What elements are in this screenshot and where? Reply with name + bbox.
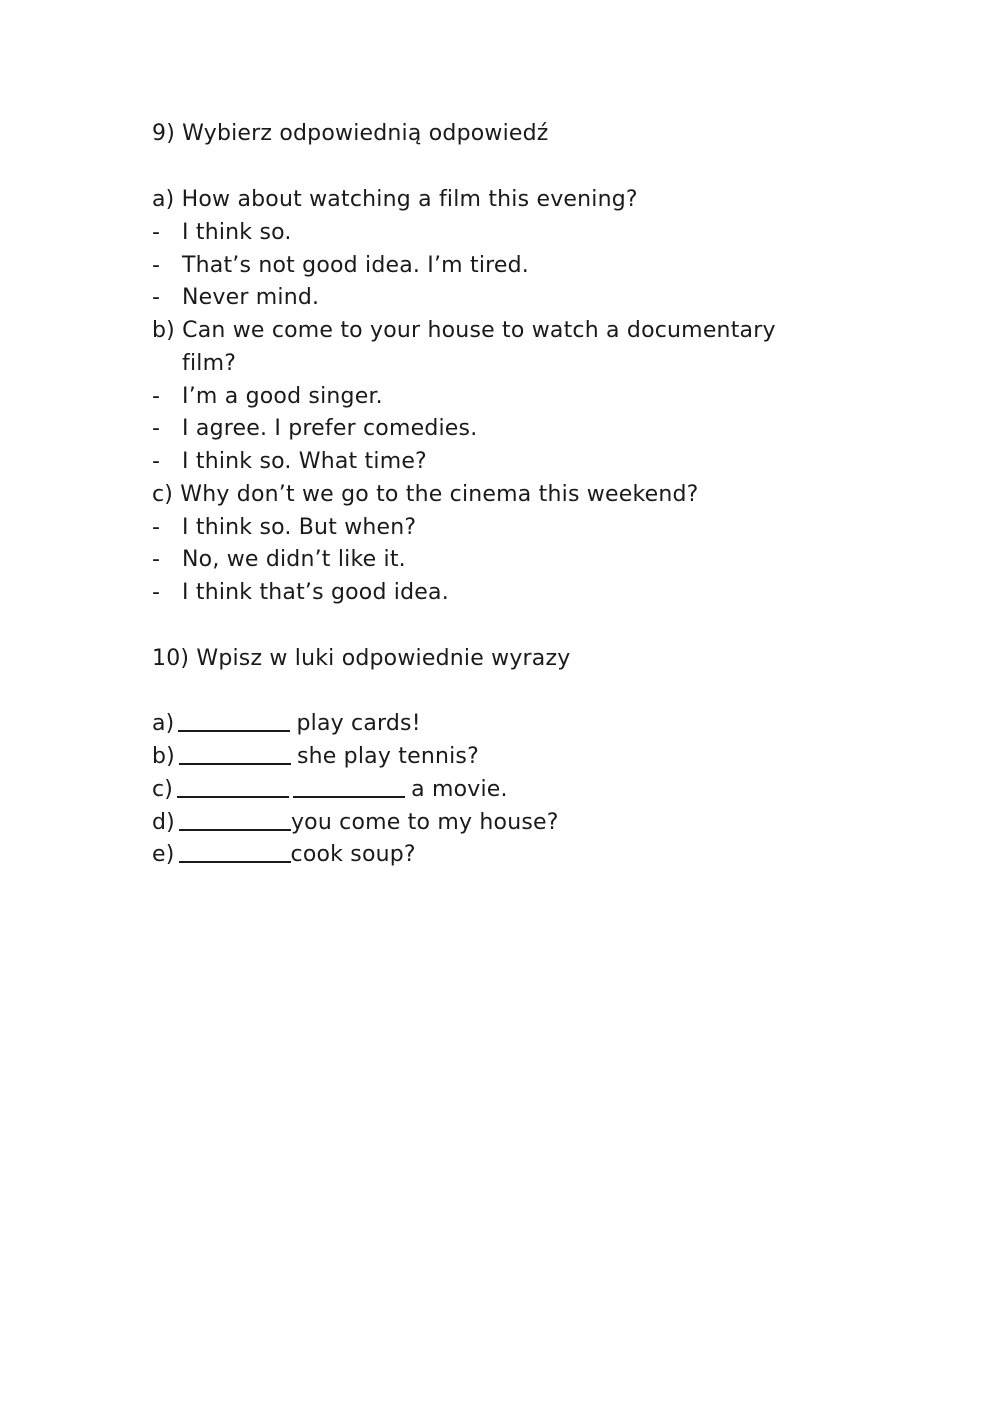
fill-item-b <box>152 743 479 771</box>
dash-bullet: - <box>152 416 161 441</box>
dash-bullet: - <box>152 253 161 278</box>
question-b: b) Can we come to your house to watch a documentary <box>152 318 776 343</box>
option-a-2 <box>152 252 529 280</box>
option-b-2 <box>152 415 477 443</box>
item-letter: e) <box>152 842 175 867</box>
item-letter: b) <box>152 744 175 769</box>
item-letter: c) <box>152 777 174 802</box>
item-text: cook soup? <box>290 842 416 867</box>
option-text: Never mind. <box>182 285 320 310</box>
question-b-continuation: film? <box>182 351 237 376</box>
option-c-2 <box>152 546 406 574</box>
option-c-1 <box>152 514 416 542</box>
item-text: she play tennis? <box>296 744 479 769</box>
item-letter: d) <box>152 810 175 835</box>
option-text: I agree. I prefer comedies. <box>182 416 478 441</box>
fill-item-e <box>152 841 416 869</box>
dash-bullet: - <box>152 547 161 572</box>
dash-bullet: - <box>152 449 161 474</box>
dash-bullet: - <box>152 580 161 605</box>
option-text: I think so. <box>182 220 292 245</box>
question-c: c) Why don’t we go to the cinema this weekend? <box>152 482 699 507</box>
option-text: I think that’s good idea. <box>182 580 449 605</box>
blank-line <box>179 763 291 765</box>
item-letter: a) <box>152 711 175 736</box>
option-b-1 <box>152 383 383 411</box>
option-text: I think so. But when? <box>182 515 417 540</box>
fill-item-d <box>152 809 559 837</box>
item-text: a movie. <box>411 777 508 802</box>
dash-bullet: - <box>152 515 161 540</box>
dash-bullet: - <box>152 384 161 409</box>
blank-line-second <box>293 796 405 798</box>
exercise-9-title: 9) Wybierz odpowiednią odpowiedź <box>152 121 549 146</box>
option-text: That’s not good idea. I’m tired. <box>182 253 529 278</box>
option-c-3 <box>152 579 449 607</box>
blank-line <box>177 796 289 798</box>
option-text: I think so. What time? <box>182 449 427 474</box>
question-a: a) How about watching a film this evening? <box>152 187 638 212</box>
item-text: play cards! <box>296 711 421 736</box>
blank-line <box>178 730 290 732</box>
option-a-1 <box>152 219 292 247</box>
option-text: I’m a good singer. <box>182 384 383 409</box>
blank-line <box>179 829 291 831</box>
fill-item-c <box>152 776 508 804</box>
fill-item-a <box>152 710 421 738</box>
dash-bullet: - <box>152 285 161 310</box>
dash-bullet: - <box>152 220 161 245</box>
item-text: you come to my house? <box>290 810 559 835</box>
option-text: No, we didn’t like it. <box>182 547 406 572</box>
blank-line <box>179 861 291 863</box>
exercise-10-title: 10) Wpisz w luki odpowiednie wyrazy <box>152 646 571 671</box>
option-b-3 <box>152 448 427 476</box>
option-a-3 <box>152 284 319 312</box>
